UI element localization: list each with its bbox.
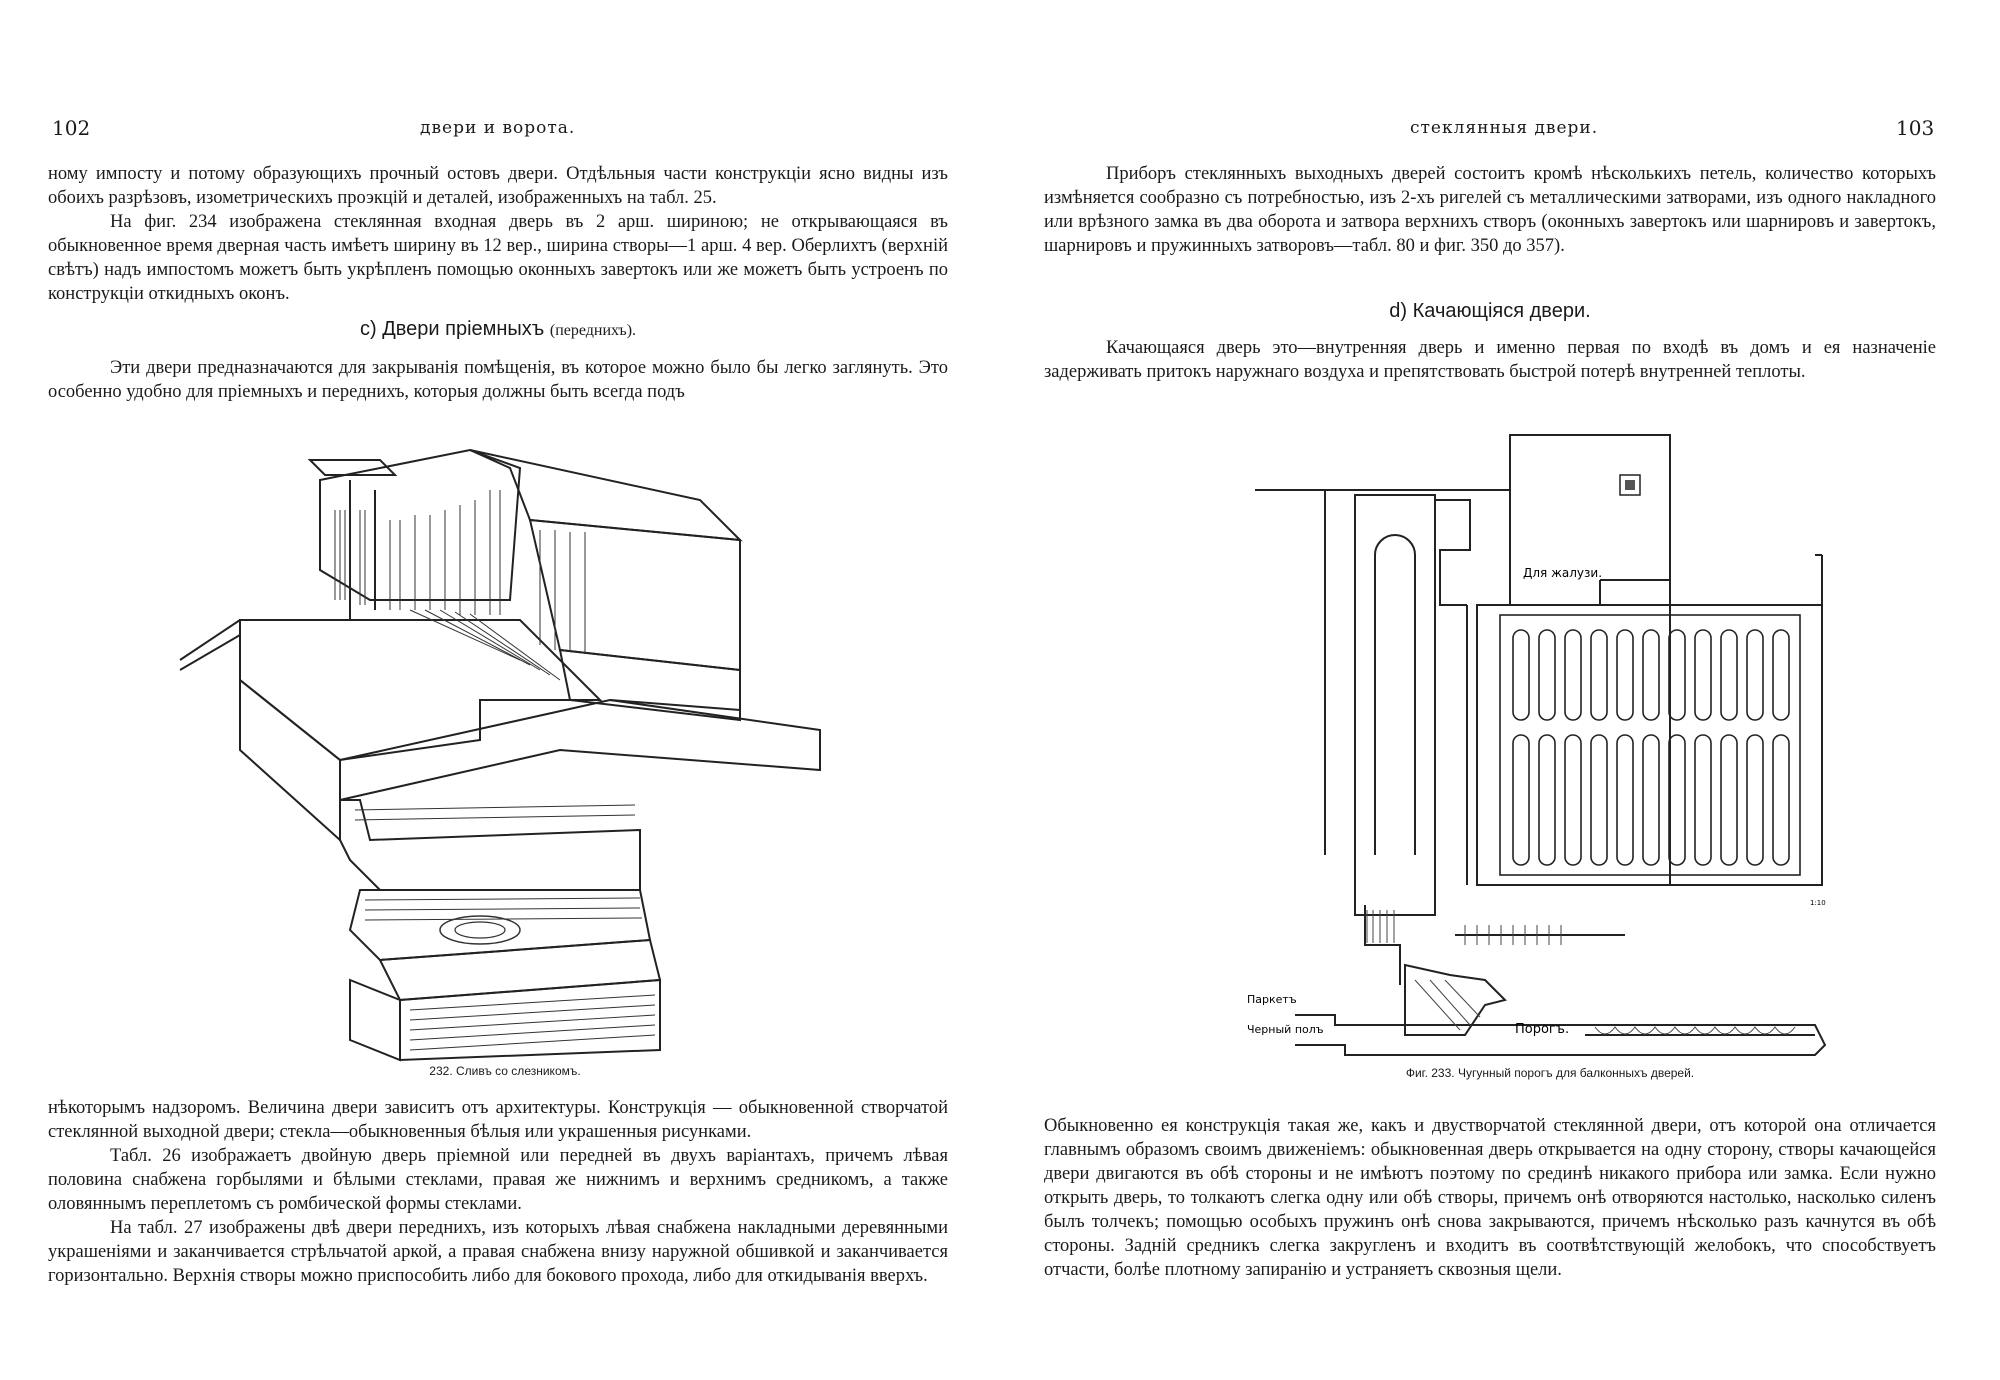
left-text-top [48, 162, 948, 306]
left-running-head: двери и ворота. [420, 118, 576, 138]
right-paragraph-2: Качающаяся дверь это—внутренняя дверь и именно первая по входѣ въ домъ и ея назначеніе задерживать притокъ наружнаго воздуха и препятствовать быстрой потерѣ внутренней теплоты. [1044, 338, 1936, 382]
left-paragraph-1: ному импосту и потому образующихъ прочный остовъ двери. Отдѣльныя части конструкціи ясно видны изъ обоихъ разрѣзовъ, изометрическихъ проэкцій и деталей, изображенныхъ на табл. 25. [48, 164, 948, 208]
right-paragraph-3: Обыкновенно ея конструкція такая же, какъ и двустворчатой стеклянной двери, отъ которой она отличается главнымъ образомъ своимъ движеніемъ: обыкновенная дверь открывается на одну сторону, створы качающейся двери двигаются въ обѣ стороны и не имѣютъ поэтому по срединѣ никакого прибора или замка. Если нужно открыть дверь, то толкаютъ слегка одну или обѣ створы, причемъ онѣ отворяются настолько, насколько силенъ былъ толчекъ; помощью особыхъ пружинъ онѣ снова закрываются, причемъ нѣсколько разъ качнутся въ обѣ стороны. Задній средникъ слегка закругленъ и входитъ въ соотвѣтствующій желобокъ, что способствуетъ отчасти, болѣе плотному запиранію и устраняетъ сквозныя щели. [1044, 1116, 1936, 1280]
left-section-note: (переднихъ). [549, 322, 637, 339]
figure-233-parquet-label: Паркетъ [1247, 993, 1297, 1006]
figure-233-caption: Фиг. 233. Чугунный порогъ для балконныхъ дверей. [1405, 1066, 1695, 1080]
figure-233-subfloor-label: Черный полъ [1247, 1023, 1324, 1036]
right-page-number: 103 [1896, 116, 1935, 140]
figure-232-drawing [180, 420, 830, 1060]
left-page-number: 102 [52, 116, 91, 140]
right-running-head: стеклянныя двери. [1410, 118, 1599, 138]
left-paragraph-2: На фиг. 234 изображена стеклянная входная дверь въ 2 арш. шириною; не открывающаяся въ обыкновенное время дверная часть имѣетъ ширину въ 12 вер., ширина створы—1 арш. 4 вер. Оберлихтъ (верхній свѣтъ) надъ импостомъ можетъ быть укрѣпленъ помощью оконныхъ завертокъ или же можетъ быть устроенъ по конструкціи откидныхъ оконъ. [48, 212, 948, 304]
figure-233-drawing [1247, 405, 1845, 1060]
figure-232-caption: 232. Сливъ со слезникомъ. [429, 1064, 581, 1078]
left-paragraph-4: нѣкоторымъ надзоромъ. Величина двери зависитъ отъ архитектуры. Конструкція — обыкновенной створчатой стеклянной выходной двери; стекла—обыкновенныя бѣлыя или украшенныя рисунками. [48, 1098, 948, 1142]
left-text-middle [48, 356, 948, 404]
right-text-bottom [1044, 1114, 1936, 1282]
left-text-bottom [48, 1096, 948, 1288]
right-paragraph-1: Приборъ стеклянныхъ выходныхъ дверей состоитъ кромѣ нѣсколькихъ петель, количество которыхъ измѣняется сообразно съ потребностью, изъ 2-хъ ригелей съ металлическими затворами, изъ одного накладного или врѣзного замка въ два оборота и затвора верхнихъ створъ (оконныхъ завертокъ или шарнировъ и завертокъ, шарнировъ и пружинныхъ затворовъ—табл. 80 и фиг. 350 до 357). [1044, 164, 1936, 256]
right-section-heading: d) Качающіяся двери. [1389, 300, 1591, 322]
left-paragraph-6: На табл. 27 изображены двѣ двери переднихъ, изъ которыхъ лѣвая снабжена накладными деревянными украшеніями и заканчивается стрѣльчатой аркой, а правая снабжена внизу наружной обшивкой и заканчивается горизонтально. Верхнія створы можно приспособить либо для бокового прохода, либо для откидыванія вверхъ. [48, 1218, 948, 1286]
right-page [1000, 0, 2000, 1380]
left-section-title: c) Двери пріемныхъ [359, 318, 545, 340]
figure-233-threshold-label: Порогъ. [1515, 1022, 1570, 1037]
figure-233-jalousie-label: Для жалузи. [1523, 566, 1603, 580]
right-text-middle [1044, 336, 1936, 384]
left-paragraph-3: Эти двери предназначаются для закрыванія помѣщенія, въ которое можно было бы легко заглянуть. Это особенно удобно для пріемныхъ и переднихъ, которыя должны быть всегда подъ [48, 358, 948, 402]
left-section-heading [48, 318, 948, 341]
figure-233-scale: 1:10 [1810, 899, 1826, 907]
right-text-top [1044, 162, 1936, 258]
left-paragraph-5: Табл. 26 изображаетъ двойную дверь пріемной или передней въ двухъ варіантахъ, причемъ лѣвая половина снабжена горбылями и бѣлыми стеклами, правая же нижнимъ и верхнимъ средникомъ, а также оловяннымъ переплетомъ съ ромбической формы стеклами. [48, 1146, 948, 1214]
